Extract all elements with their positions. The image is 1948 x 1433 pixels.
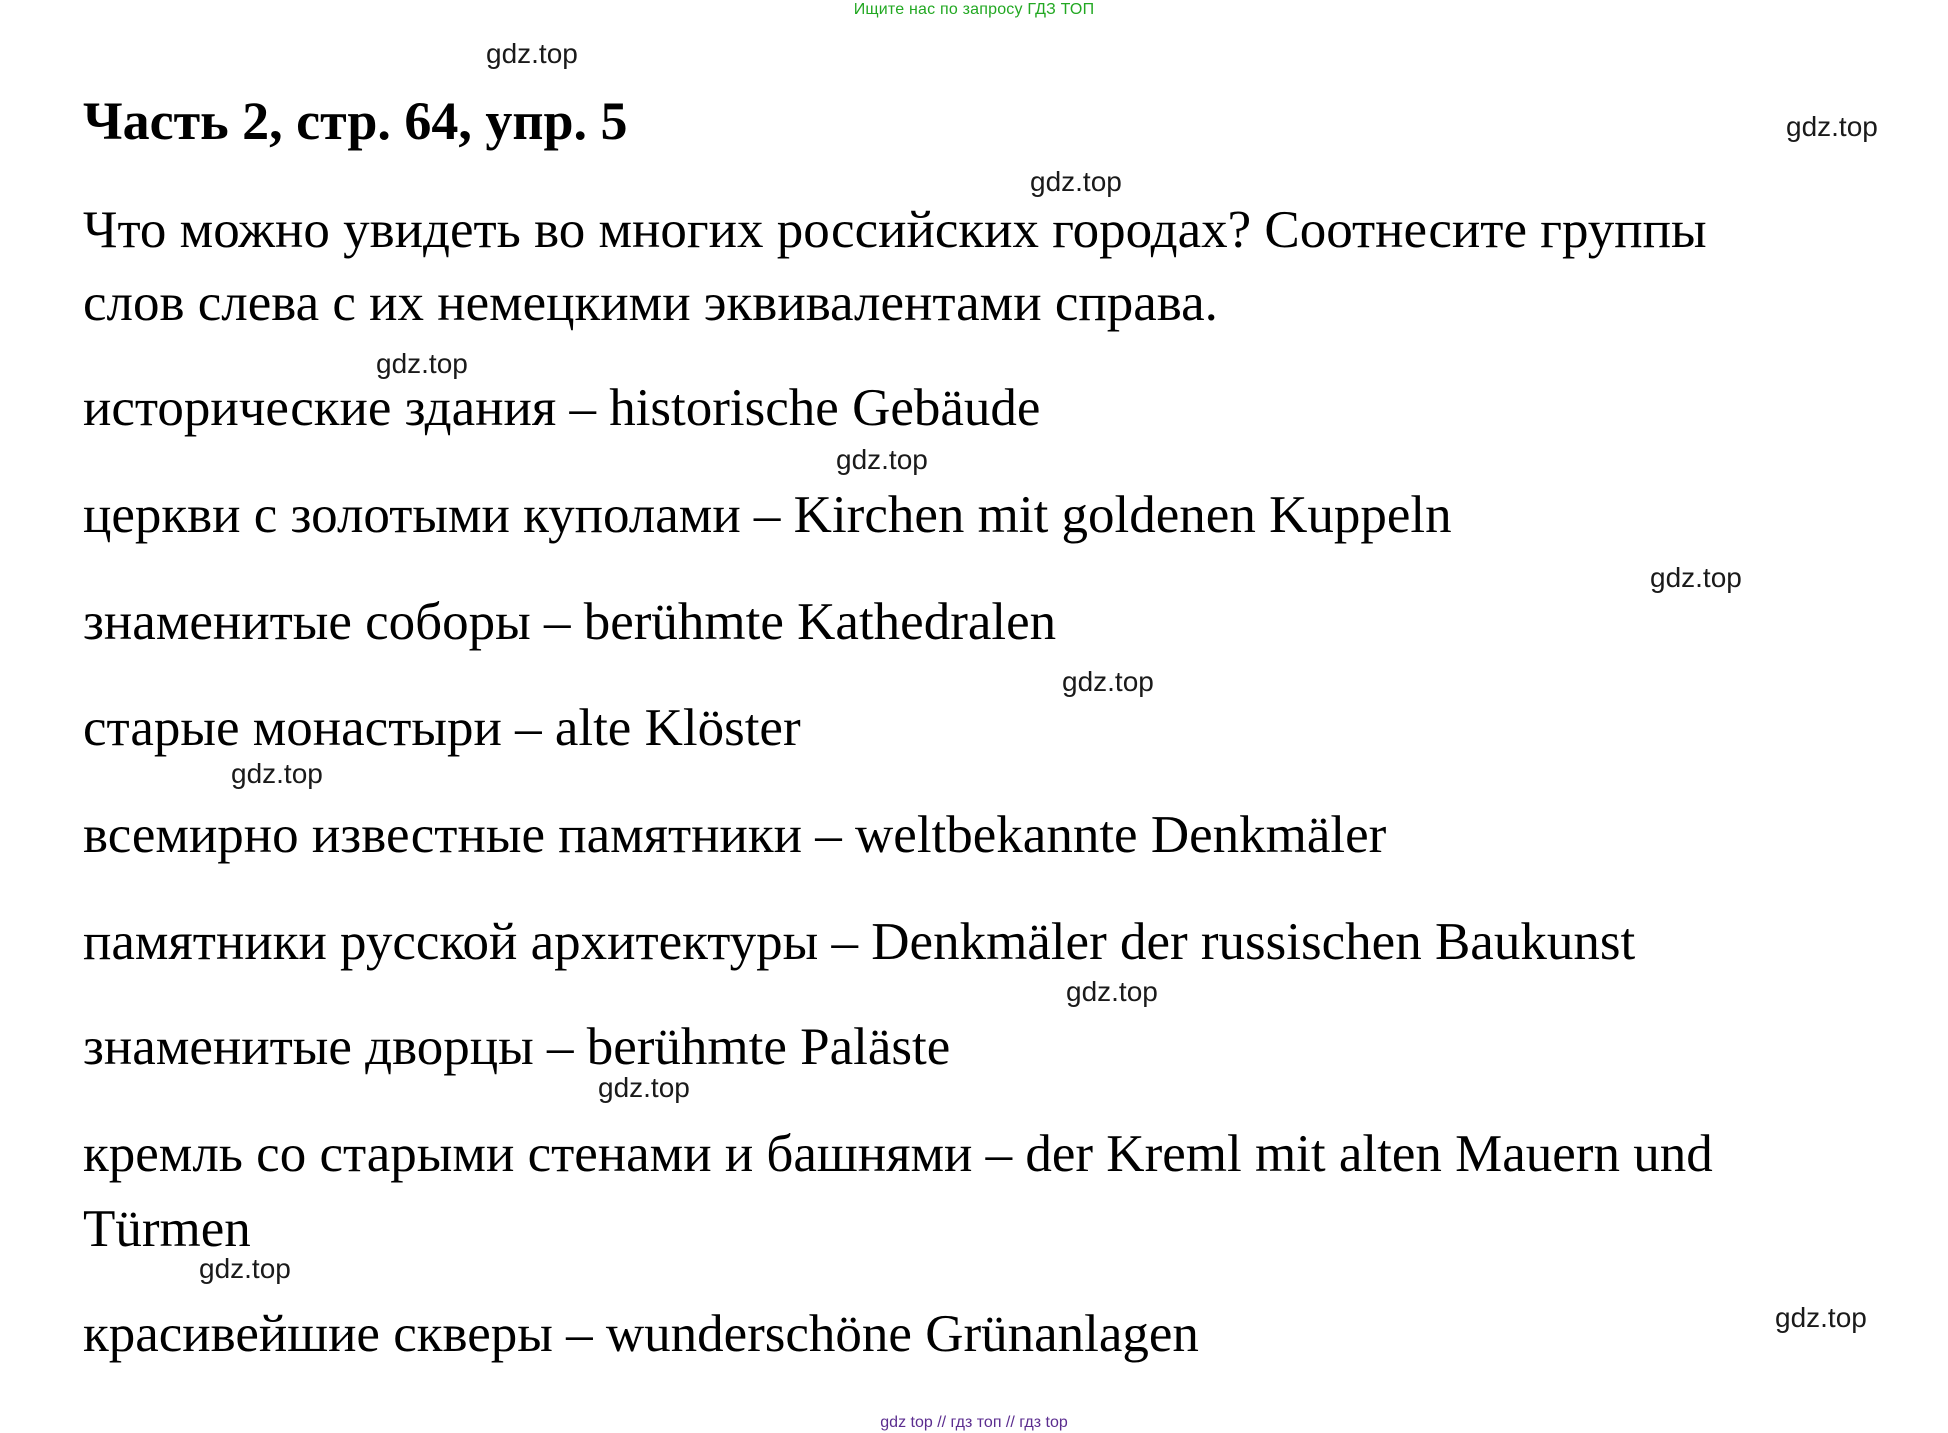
answer-line: красивейшие скверы – wunderschöne Grünanlagen [83,1305,1199,1363]
watermark: gdz.top [1066,976,1158,1007]
watermark: gdz.top [598,1072,690,1103]
watermark: gdz.top [1775,1302,1867,1333]
watermark: gdz.top [231,758,323,789]
watermark: gdz.top [1062,666,1154,697]
watermark: gdz.top [376,348,468,379]
footer-watermark: gdz top // гдз топ // гдз top [880,1414,1068,1431]
task-line-1: Что можно увидеть во многих российских городах? Соотнесите группы [83,201,1707,259]
answer-line: знаменитые соборы – berühmte Kathedralen [83,593,1057,651]
watermark: gdz.top [1650,562,1742,593]
page-title: Часть 2, стр. 64, упр. 5 [83,91,628,151]
task-line-2: слов слева с их немецкими эквивалентами справа. [83,274,1218,332]
answer-line: Türmen [83,1200,251,1258]
watermark: gdz.top [1786,111,1878,142]
answer-line: церкви с золотыми куполами – Kirchen mit goldenen Kuppeln [83,486,1452,544]
answer-line: памятники русской архитектуры – Denkmäler der russischen Baukunst [83,913,1636,971]
watermark: gdz.top [486,38,578,69]
answer-line: знаменитые дворцы – berühmte Paläste [83,1018,951,1076]
watermark: gdz.top [836,444,928,475]
watermark: gdz.top [1030,166,1122,197]
answer-line: кремль со старыми стенами и башнями – der Kreml mit alten Mauern und [83,1125,1713,1183]
watermark: gdz.top [199,1253,291,1284]
answer-line: исторические здания – historische Gebäude [83,379,1041,437]
top-banner: Ищите нас по запросу ГДЗ ТОП [853,1,1095,18]
answer-line: всемирно известные памятники – weltbekannte Denkmäler [83,806,1387,864]
answer-line: старые монастыри – alte Klöster [83,699,801,757]
task-text [83,194,1883,340]
